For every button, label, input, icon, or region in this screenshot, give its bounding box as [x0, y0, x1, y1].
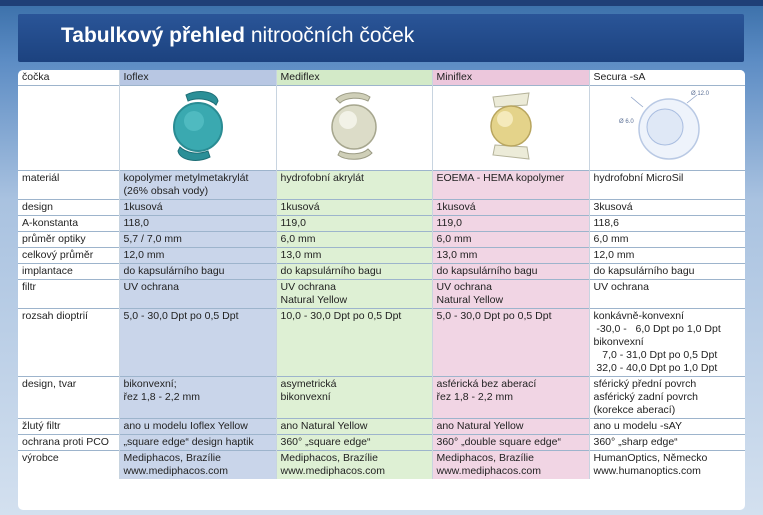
row-label: rozsah dioptrií [18, 309, 119, 377]
table-cell: hydrofobní MicroSil [589, 171, 745, 200]
image-row [18, 86, 745, 171]
clear-c-loop-lens-icon [314, 87, 394, 165]
table-row-prumer-optiky [18, 232, 745, 248]
table-cell: 5,7 / 7,0 mm [119, 232, 276, 248]
table-cell: 1kusová [432, 200, 589, 216]
lens-name-mediflex: Mediflex [276, 70, 432, 86]
table-cell: 10,0 - 30,0 Dpt po 0,5 Dpt [276, 309, 432, 377]
table-cell: UV ochrana [589, 280, 745, 309]
table-cell: Mediphacos, Brazílie www.mediphacos.com [432, 451, 589, 480]
title-bar [18, 14, 744, 62]
table-cell: konkávně-konvexní -30,0 - 6,0 Dpt po 1,0 Dpt bikonvexní 7,0 - 31,0 Dpt po 0,5 Dpt 32,0 - 40,0 Dpt po 1,0 Dpt [589, 309, 745, 377]
row-label: design [18, 200, 119, 216]
table-cell: do kapsulárního bagu [119, 264, 276, 280]
table-cell: 12,0 mm [589, 248, 745, 264]
table-cell: UV ochrana Natural Yellow [276, 280, 432, 309]
lens-comparison-table [18, 70, 745, 479]
table-row-design-tvar [18, 377, 745, 419]
table-cell: asférická bez aberací řez 1,8 - 2,2 mm [432, 377, 589, 419]
table-cell: 13,0 mm [276, 248, 432, 264]
table-row-rozsah-dioptrii [18, 309, 745, 377]
table-row-design [18, 200, 745, 216]
secura-image-cell [589, 86, 745, 171]
table-cell: „square edge“ design haptik [119, 435, 276, 451]
secura-diameter-total: Ø 12.0 [691, 91, 710, 97]
table-row-celkovy-prumer [18, 248, 745, 264]
comparison-card [18, 70, 745, 510]
row-label: výrobce [18, 451, 119, 480]
top-strip [0, 0, 763, 6]
clear-plate-lens-diagram-icon [617, 87, 717, 165]
table-row-a-konstanta [18, 216, 745, 232]
row-label: design, tvar [18, 377, 119, 419]
table-cell: 12,0 mm [119, 248, 276, 264]
lens-name-miniflex: Miniflex [432, 70, 589, 86]
table-cell: 118,0 [119, 216, 276, 232]
row-label: ochrana proti PCO [18, 435, 119, 451]
table-row-implantace [18, 264, 745, 280]
table-cell: hydrofobní akrylát [276, 171, 432, 200]
image-row-label [18, 86, 119, 171]
table-cell: ano Natural Yellow [432, 419, 589, 435]
page-title [61, 24, 414, 48]
table-cell: Mediphacos, Brazílie www.mediphacos.com [119, 451, 276, 480]
table-cell: UV ochrana Natural Yellow [432, 280, 589, 309]
table-cell: Mediphacos, Brazílie www.mediphacos.com [276, 451, 432, 480]
table-cell: sférický přední povrch asférický zadní povrch (korekce aberací) [589, 377, 745, 419]
table-row-material [18, 171, 745, 200]
table-row-vyrobce [18, 451, 745, 480]
table-cell: 6,0 mm [589, 232, 745, 248]
yellow-plate-haptic-lens-icon [471, 87, 551, 165]
table-cell: 119,0 [276, 216, 432, 232]
lens-name-ioflex: Ioflex [119, 70, 276, 86]
table-cell: bikonvexní; řez 1,8 - 2,2 mm [119, 377, 276, 419]
title-bold: Tabulkový přehled [61, 24, 245, 47]
header-label: čočka [22, 71, 50, 83]
table-cell: 360° „double square edge“ [432, 435, 589, 451]
table-cell: 360° „square edge“ [276, 435, 432, 451]
row-label: průměr optiky [18, 232, 119, 248]
title-light: nitroočních čoček [250, 24, 415, 47]
row-label: žlutý filtr [18, 419, 119, 435]
table-cell: do kapsulárního bagu [276, 264, 432, 280]
table-cell: 1kusová [276, 200, 432, 216]
table-cell: 3kusová [589, 200, 745, 216]
table-cell: UV ochrana [119, 280, 276, 309]
table-cell: 6,0 mm [276, 232, 432, 248]
header-row [18, 70, 745, 86]
table-cell: 360° „sharp edge“ [589, 435, 745, 451]
lens-name-secura: Secura -sA [589, 70, 745, 86]
table-cell: 5,0 - 30,0 Dpt po 0,5 Dpt [119, 309, 276, 377]
table-row-filtr [18, 280, 745, 309]
table-cell: EOEMA - HEMA kopolymer [432, 171, 589, 200]
table-cell: kopolymer metylmetakrylát (26% obsah vody) [119, 171, 276, 200]
table-cell: do kapsulárního bagu [589, 264, 745, 280]
row-label: filtr [18, 280, 119, 309]
row-label: implantace [18, 264, 119, 280]
table-cell: 13,0 mm [432, 248, 589, 264]
row-label: A-konstanta [18, 216, 119, 232]
table-cell: 118,6 [589, 216, 745, 232]
table-cell: 1kusová [119, 200, 276, 216]
table-cell: 6,0 mm [432, 232, 589, 248]
table-cell: HumanOptics, Německo www.humanoptics.com [589, 451, 745, 480]
miniflex-image-cell [432, 86, 589, 171]
table-cell: ano Natural Yellow [276, 419, 432, 435]
table-cell: ano u modelu -sAY [589, 419, 745, 435]
table-cell: 119,0 [432, 216, 589, 232]
secura-diameter-optic: Ø 6.0 [619, 119, 634, 125]
mediflex-image-cell [276, 86, 432, 171]
table-cell: do kapsulárního bagu [432, 264, 589, 280]
table-row-ochrana-proti-pco [18, 435, 745, 451]
table-row-zluty-filtr [18, 419, 745, 435]
ioflex-image-cell [119, 86, 276, 171]
row-label: materiál [18, 171, 119, 200]
teal-c-loop-lens-icon [158, 87, 238, 165]
table-cell: asymetrická bikonvexní [276, 377, 432, 419]
table-cell: ano u modelu Ioflex Yellow [119, 419, 276, 435]
table-cell: 5,0 - 30,0 Dpt po 0,5 Dpt [432, 309, 589, 377]
row-label: celkový průměr [18, 248, 119, 264]
